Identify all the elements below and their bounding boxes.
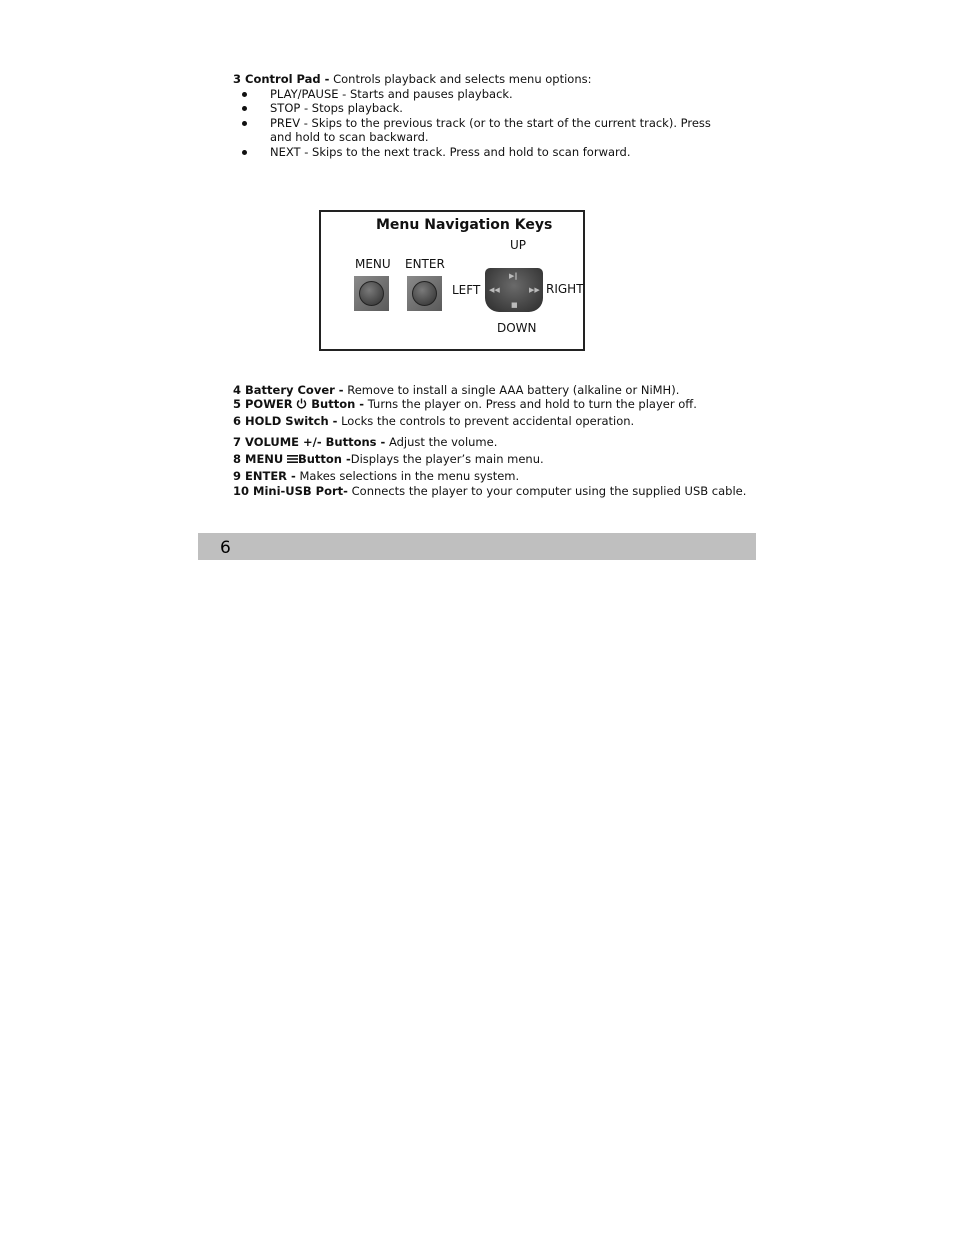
menu-button-photo	[354, 276, 389, 311]
control-pad-heading	[233, 72, 592, 86]
bullet-prev: PREV - Skips to the previous track (or to the start of the current track). Press	[270, 116, 711, 130]
label-left: LEFT	[452, 283, 481, 297]
item-label: 5 POWER	[233, 397, 293, 411]
item-menu-button	[233, 452, 544, 466]
play-pause-icon: ▶‖	[509, 272, 518, 280]
bullet-dot	[242, 150, 247, 155]
label-down: DOWN	[497, 321, 537, 335]
next-icon: ▶▶	[529, 286, 540, 294]
stop-icon: ■	[511, 301, 518, 309]
label-up: UP	[510, 238, 527, 252]
page-number: 6	[220, 538, 231, 558]
item-mini-usb-port	[233, 484, 746, 498]
item-label: 10 Mini-USB Port-	[233, 484, 348, 498]
item-desc: Displays the player’s main menu.	[350, 452, 544, 466]
item-desc: Connects the player to your computer using the supplied USB cable.	[347, 484, 747, 498]
item-hold-switch	[233, 414, 634, 428]
item-label-suffix: Button -	[297, 452, 351, 466]
item-desc: Locks the controls to prevent accidental operation.	[337, 414, 635, 428]
bullet-dot	[242, 121, 247, 126]
label-enter: ENTER	[405, 257, 445, 271]
item-desc: Adjust the volume.	[385, 435, 498, 449]
prev-icon: ◀◀	[489, 286, 500, 294]
page-footer	[198, 533, 756, 560]
control-pad-desc: Controls playback and selects menu options:	[329, 72, 592, 86]
menu-button-icon	[359, 281, 384, 306]
item-power-button	[233, 397, 697, 411]
item-enter	[233, 469, 519, 483]
bullet-stop: STOP - Stops playback.	[270, 101, 403, 115]
item-battery-cover	[233, 383, 679, 397]
menu-navigation-figure	[319, 210, 585, 351]
item-volume-buttons	[233, 435, 497, 449]
item-desc: Turns the player on. Press and hold to turn the player off.	[364, 397, 697, 411]
item-label: 9 ENTER -	[233, 469, 296, 483]
item-desc: Makes selections in the menu system.	[295, 469, 520, 483]
bullet-next: NEXT - Skips to the next track. Press and hold to scan forward.	[270, 145, 631, 159]
power-icon	[296, 398, 307, 409]
control-pad-photo	[485, 268, 543, 312]
label-right: RIGHT	[546, 282, 584, 296]
item-label: 7 VOLUME +/- Buttons -	[233, 435, 386, 449]
item-label: 8 MENU	[233, 452, 284, 466]
label-menu: MENU	[355, 257, 391, 271]
enter-button-photo	[407, 276, 442, 311]
item-label: 6 HOLD Switch -	[233, 414, 338, 428]
bullet-dot	[242, 92, 247, 97]
figure-title: Menu Navigation Keys	[376, 217, 553, 233]
bullet-play-pause: PLAY/PAUSE - Starts and pauses playback.	[270, 87, 513, 101]
item-desc: Remove to install a single AAA battery (alkaline or NiMH).	[343, 383, 680, 397]
menu-icon	[287, 454, 298, 464]
item-label: 4 Battery Cover -	[233, 383, 344, 397]
control-pad-label: 3 Control Pad -	[233, 72, 330, 86]
bullet-prev-cont: and hold to scan backward.	[270, 130, 429, 144]
enter-button-icon	[412, 281, 437, 306]
bullet-dot	[242, 106, 247, 111]
item-label-suffix: Button -	[307, 397, 365, 411]
